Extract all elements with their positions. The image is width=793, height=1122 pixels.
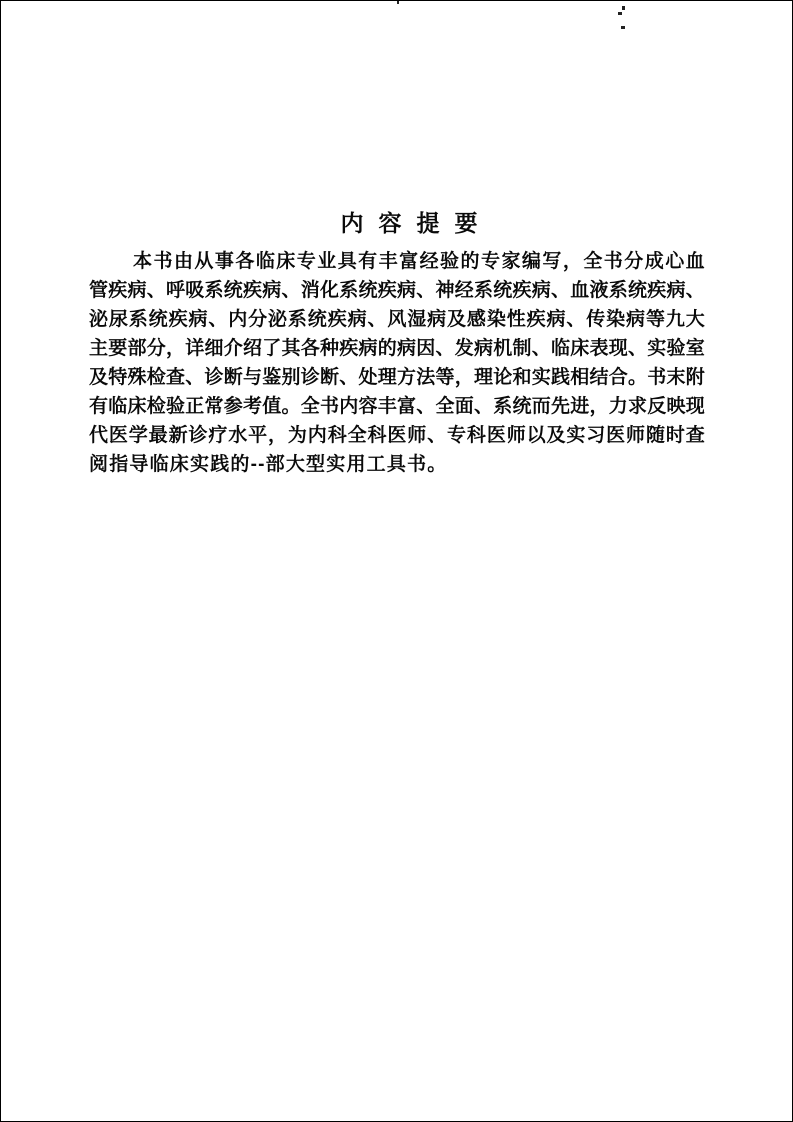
scan-artifact <box>621 26 625 29</box>
page-title: 内容提要 <box>340 210 493 236</box>
scan-artifact <box>618 12 622 15</box>
paragraph-line: 代 医 学 最 新 诊 疗 水 平 ， 为 内 科 全 科 医 师 、 专 科 医 师 以 及 实 习 医 师 随 时 查 <box>89 425 705 446</box>
paragraph-line: 管 疾 病 、 呼 吸 系 统 疾 病 、 消 化 系 统 疾 病 、 神 经 系 统 疾 病 、 血 液 系 统 疾 病 、 <box>89 280 705 301</box>
scan-artifact <box>397 1 399 4</box>
paragraph-line: 阅指导临床实践的--部大型实用工具书。 <box>89 454 448 475</box>
paragraph-line: 泌 尿 系 统 疾 病 、 内 分 泌 系 统 疾 病 、 风 湿 病 及 感 染 性 疾 病 、 传 染 病 等 九 大 <box>89 309 705 330</box>
paragraph-line: 本 书 由 从 事 各 临 床 专 业 具 有 丰 富 经 验 的 专 家 编 写 ， 全 书 分 成 心 血 <box>133 251 705 272</box>
paragraph-line: 及 特 殊 检 查 、 诊 断 与 鉴 别 诊 断 、 处 理 方 法 等 ， 理 论 和 实 践 相 结 合 。 书 末 附 <box>89 367 705 388</box>
paragraph-line: 有 临 床 检 验 正 常 参 考 值 。 全 书 内 容 丰 富 、 全 面 、 系 统 而 先 进 ， 力 求 反 映 现 <box>89 396 705 417</box>
summary-paragraph <box>89 247 705 479</box>
paragraph-line: 主 要 部 分 ， 详 细 介 绍 了 其 各 种 疾 病 的 病 因 、 发 病 机 制 、 临 床 表 现 、 实 验 室 <box>89 338 705 359</box>
scan-artifact <box>622 6 625 10</box>
